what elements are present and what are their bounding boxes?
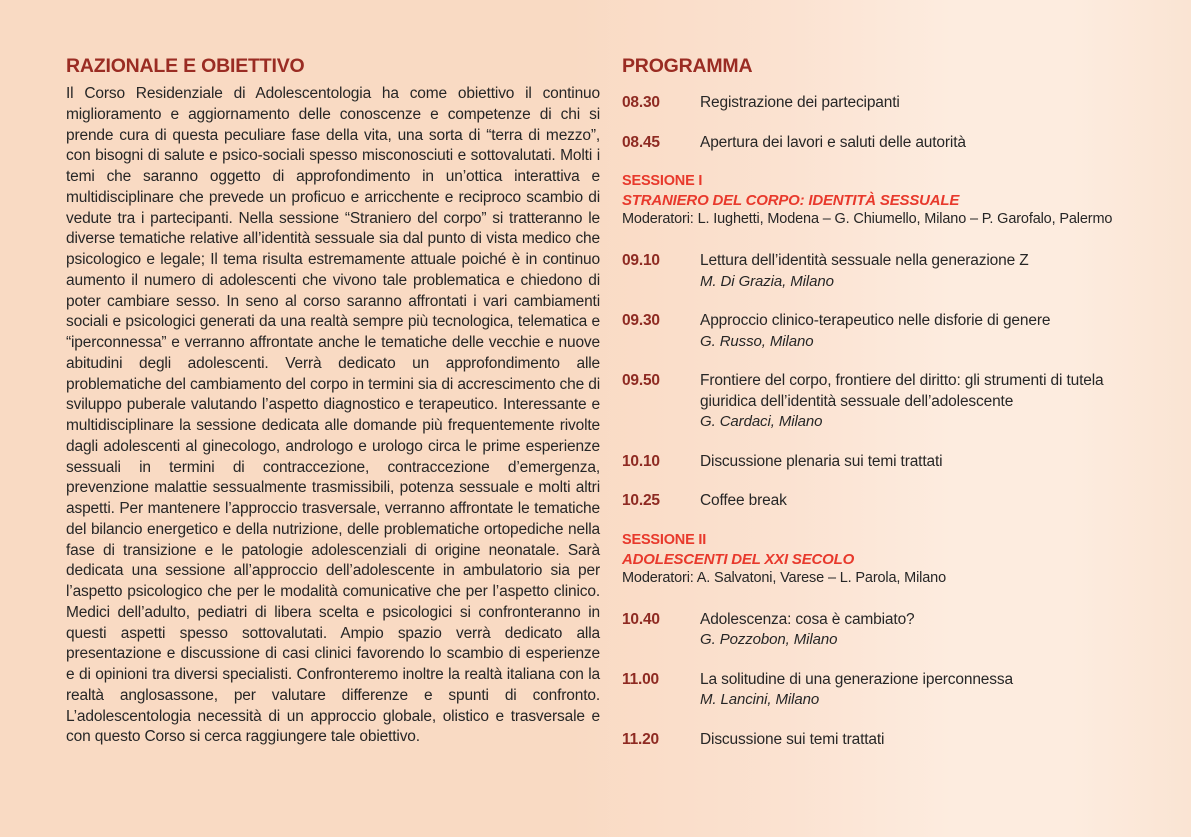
rationale-heading: RAZIONALE E OBIETTIVO [66, 55, 305, 77]
slot-speaker: G. Cardaci, Milano [700, 413, 823, 430]
program-slot [622, 610, 1137, 651]
slot-title: La solitudine di una generazione iperconnessa [700, 670, 1013, 688]
slot-time: 10.25 [622, 492, 660, 509]
session-subtitle: STRANIERO DEL CORPO: IDENTITÀ SESSUALE [622, 192, 960, 209]
slot-details [700, 251, 1137, 292]
slot-details [700, 730, 1137, 751]
slot-speaker: G. Pozzobon, Milano [700, 631, 838, 648]
session-name: SESSIONE II [622, 531, 707, 548]
program-list [622, 93, 1137, 750]
slot-title: Adolescenza: cosa è cambiato? [700, 610, 915, 628]
slot-title: Lettura dell’identità sessuale nella generazione Z [700, 252, 1029, 269]
program-slot [622, 670, 1137, 711]
slot-title: Discussione sui temi trattati [700, 730, 885, 748]
slot-details [700, 93, 1137, 114]
slot-time: 08.45 [622, 133, 660, 151]
session-moderators: Moderatori: A. Salvatoni, Varese – L. Parola, Milano [622, 569, 946, 586]
slot-details [700, 670, 1137, 711]
program-heading: PROGRAMMA [622, 55, 753, 77]
slot-details [700, 610, 1137, 651]
slot-title: Approccio clinico-terapeutico nelle disforie di genere [700, 312, 1051, 329]
slot-title: Frontiere del corpo, frontiere del diritto: gli strumenti di tutela giuridica dell’identità sessuale dell’adolescente [700, 372, 1104, 410]
slot-details [700, 371, 1137, 433]
slot-title: Discussione plenaria sui temi trattati [700, 452, 943, 470]
program-slot [622, 251, 1137, 292]
slot-time: 11.20 [622, 730, 659, 748]
session-name: SESSIONE I [622, 173, 703, 189]
program-section [622, 55, 1137, 769]
slot-details [700, 311, 1137, 352]
slot-title: Apertura dei lavori e saluti delle autorità [700, 133, 966, 151]
program-slot [622, 491, 1137, 512]
slot-details [700, 452, 1137, 473]
slot-time: 08.30 [622, 94, 660, 111]
session-header [622, 531, 1137, 588]
program-slot [622, 133, 1137, 154]
program-slot [622, 452, 1137, 473]
program-slot [622, 93, 1137, 114]
slot-time: 09.30 [622, 312, 660, 329]
session-header [622, 172, 1137, 229]
slot-speaker: G. Russo, Milano [700, 332, 814, 350]
slot-time: 09.50 [622, 372, 660, 389]
program-slot [622, 730, 1137, 751]
session-subtitle: ADOLESCENTI DEL XXI SECOLO [622, 550, 855, 568]
slot-title: Coffee break [700, 492, 787, 509]
rationale-body-text: Il Corso Residenziale di Adolescentologia ha come obiettivo il continuo miglioramento e aggiornamento delle conoscenze e competenze di chi si prende cura di questa peculiare fase della vita, una sorta di “terra di mezzo”, con bisogni di salute e psico-sociali spesso misconosciuti e sottovalutati. Molti i temi che saranno oggetto di approfondimento in un’ottica interattiva e multidisciplinare che prevede un proficuo e arricchente e reciproco scambio di vedute tra i partecipanti. Nella sessione “Straniero del corpo” si tratteranno le diverse tematiche relative all’identità sessuale sia dal punto di vista medico che psicologico e legale; Il tema risulta estremamente attuale poiché è in continuo aumento il numero di adolescenti che vivono tale problematica e chiedono di poter cambiare sesso. In seno al corso saranno affrontati i vari cambiamenti sociali e psicologici generati da una realtà sempre più tecnologica, telematica e “iperconnessa” e verranno affrontate anche le tematiche delle vecchie e nuove abitudini degli adolescenti. Verrà dedicato un approfondimento alle problematiche del cambiamento del corpo in termini sia di accrescimento che di sviluppo puberale valutando l’aspetto diagnostico e terapeutico. Interessante e multidisciplinare la sessione dedicata alle domande più frequentemente rivolte dagli adolescenti al ginecologo, andrologo e urologo circa le prime esperienze sessuali in termini di contraccezione, contraccezione d’emergenza, prevenzione malattie sessualmente trasmissibili, potenza sessuale e molti altri aspetti. Per mantenere l’approccio trasversale, verranno affrontate le tematiche del bilancio energetico e della nutrizione, delle problematiche ortopediche nella fase di transizione e le patologie adolescenziali di origine neonatale. Sarà dedicata una sessione all’approccio dell’adolescente in ambulatorio sia per l’aspetto psicologico che per le modalità comunicative che per l’aspetto clinico. Medici dell’adulto, pediatri di libera scelta e psicologici si confronteranno in questi aspetti spesso sottovalutati. Ampio spazio verrà dedicato alla presentazione e discussione di casi clinici favorendo lo scambio di esperienze e di opinioni tra diversi specialisti. Confronteremo inoltre la realtà italiana con la realtà anglosassone, per valutare differenze e spunti di confronto. L’adolescentologia necessità di un approccio globale, olistico e trasversale e con questo Corso si cerca raggiungere tale obiettivo. [66, 85, 600, 746]
slot-time: 10.10 [622, 452, 660, 470]
slot-speaker: M. Di Grazia, Milano [700, 272, 834, 290]
program-slot [622, 311, 1137, 352]
slot-time: 10.40 [622, 610, 660, 628]
slot-details [700, 133, 1137, 154]
session-moderators: Moderatori: L. Iughetti, Modena – G. Chiumello, Milano – P. Garofalo, Palermo [622, 211, 1113, 227]
slot-time: 11.00 [622, 670, 659, 688]
program-slot [622, 371, 1137, 433]
slot-speaker: M. Lancini, Milano [700, 691, 820, 708]
slot-details [700, 491, 1137, 512]
rationale-section [66, 55, 600, 748]
slot-title: Registrazione dei partecipanti [700, 94, 900, 111]
slot-time: 09.10 [622, 252, 660, 269]
